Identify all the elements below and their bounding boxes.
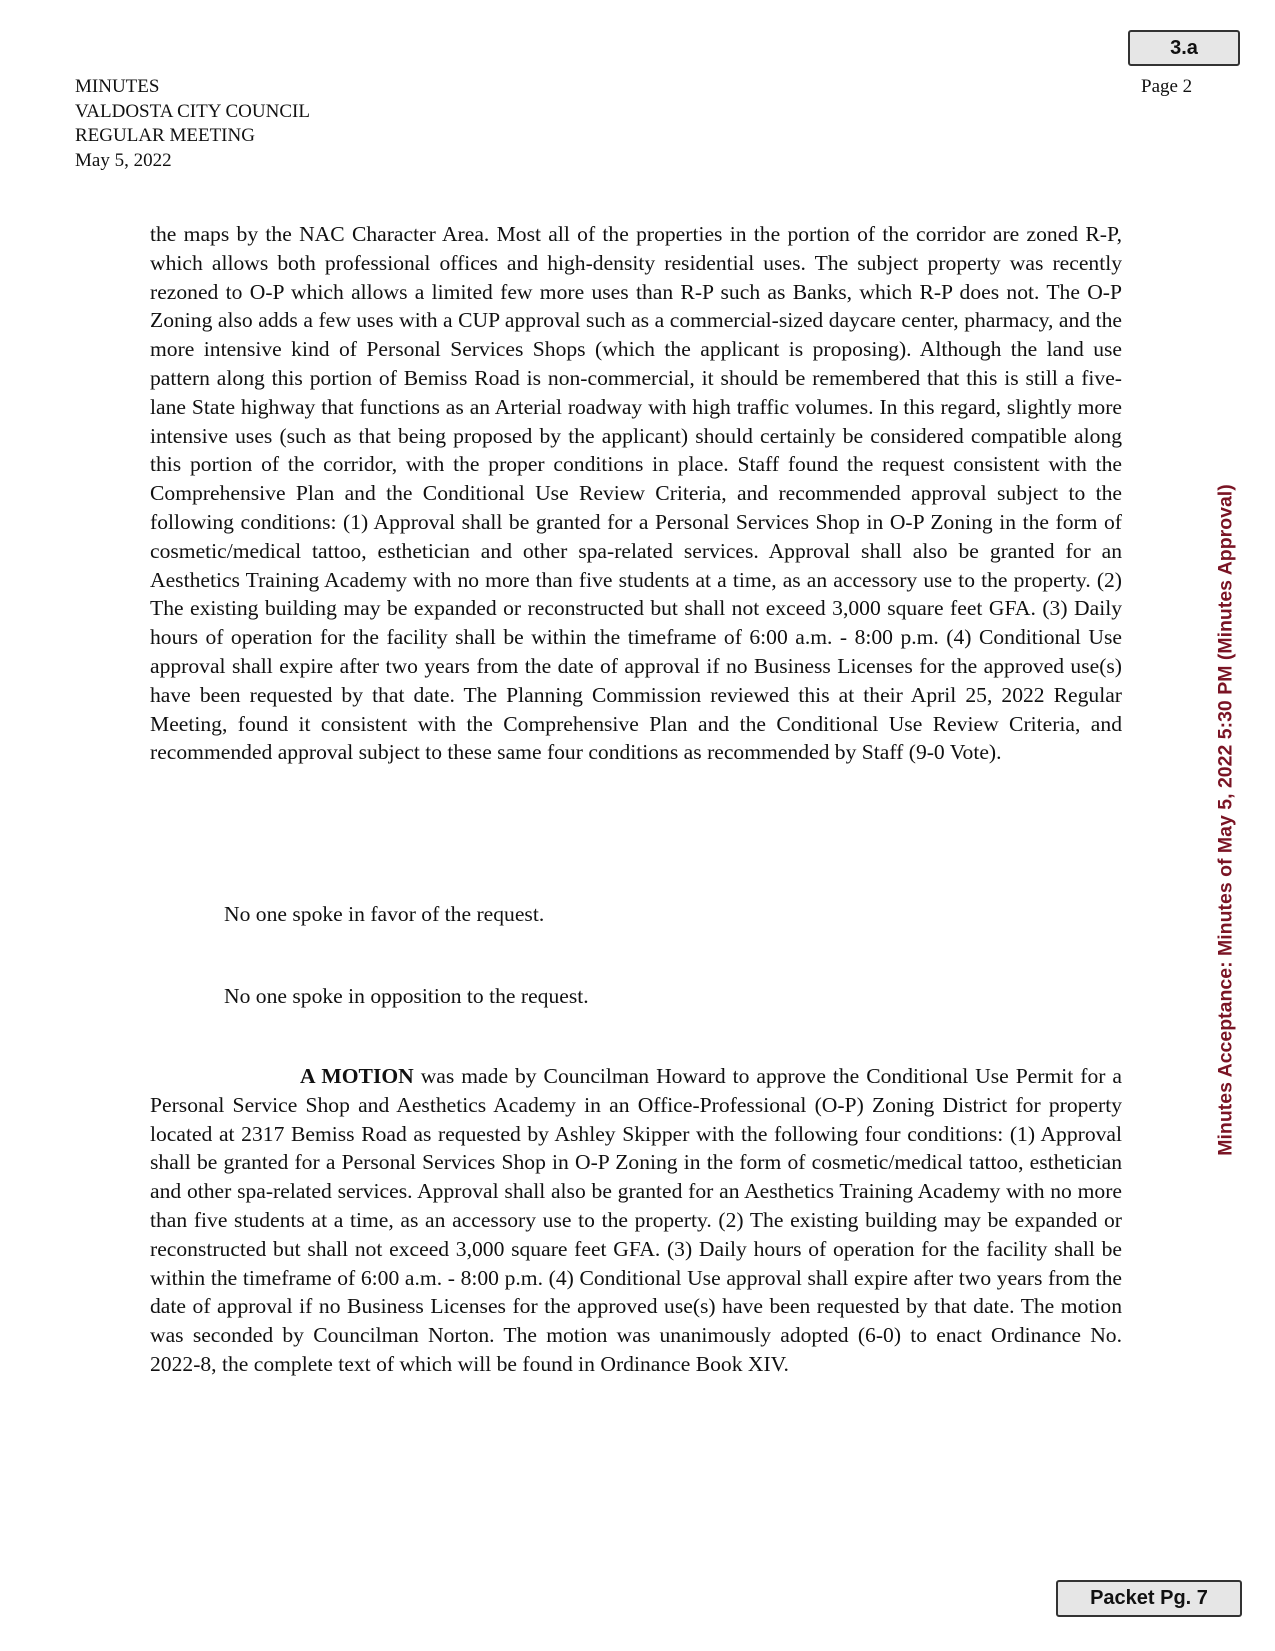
header-meeting-type: REGULAR MEETING [75,125,255,146]
header-title: MINUTES [75,76,160,97]
motion-paragraph [150,1062,1122,1379]
header-council: VALDOSTA CITY COUNCIL [75,100,310,122]
header-date: May 5, 2022 [75,149,172,171]
motion-text: was made by Councilman Howard to approve the Conditional Use Permit for a Personal Service Shop and Aesthetics Academy in an Office-Professional (O-P) Zoning District for property located at 2317 Bemiss Road as requested by Ashley Skipper with the following four conditions: (1) Approval shall be granted for a Personal Services Shop in O-P Zoning in the form of cosmetic/medical tattoo, esthetician and other spa-related services. Approval shall also be granted for an Aesthetics Training Academy with no more than five students at a time, as an accessory use to the property. (2) The existing building may be expanded or reconstructed but shall not exceed 3,000 square feet GFA. (3) Daily hours of operation for the facility shall be within the timeframe of 6:00 a.m. - 8:00 p.m. (4) Conditional Use approval shall expire after two years from the date of approval if no Business Licenses for the approved use(s) have been requested by that date. The motion was seconded by Councilman Norton. The motion was unanimously adopted (6-0) to enact Ordinance No. 2022-8, the complete text of which will be found in Ordinance Book XIV. [150,1064,1122,1376]
minutes-header [75,75,310,173]
agenda-item-tag: 3.a [1128,30,1240,66]
favor-statement: No one spoke in favor of the request. [224,902,545,926]
packet-page-label: Packet Pg. 7 [1056,1580,1242,1617]
minutes-acceptance-stamp: Minutes Acceptance: Minutes of May 5, 2022 5:30 PM (Minutes Approval) [1214,484,1237,1156]
page-number: Page 2 [1141,76,1193,97]
motion-lead: A MOTION [300,1064,414,1088]
staff-report-paragraph: the maps by the NAC Character Area. Most all of the properties in the portion of the corridor are zoned R-P, which allows both professional offices and high-density residential uses. The subject property was recently rezoned to O-P which allows a limited few more uses than R-P such as Banks, which R-P does not. The O-P Zoning also adds a few uses with a CUP approval such as a commercial-sized daycare center, pharmacy, and the more intensive kind of Personal Services Shops (which the applicant is proposing). Although the land use pattern along this portion of Bemiss Road is non-commercial, it should be remembered that this is still a five-lane State highway that functions as an Arterial roadway with high traffic volumes. In this regard, slightly more intensive uses (such as that being proposed by the applicant) should certainly be considered compatible along this portion of the corridor, with the proper conditions in place. Staff found the request consistent with the Comprehensive Plan and the Conditional Use Review Criteria, and recommended approval subject to the following conditions: (1) Approval shall be granted for a Personal Services Shop in O-P Zoning in the form of cosmetic/medical tattoo, esthetician and other spa-related services. Approval shall also be granted for an Aesthetics Training Academy with no more than five students at a time, as an accessory use to the property. (2) The existing building may be expanded or reconstructed but shall not exceed 3,000 square feet GFA. (3) Daily hours of operation for the facility shall be within the timeframe of 6:00 a.m. - 8:00 p.m. (4) Conditional Use approval shall expire after two years from the date of approval if no Business Licenses for the approved use(s) have been requested by that date. The Planning Commission reviewed this at their April 25, 2022 Regular Meeting, found it consistent with the Comprehensive Plan and the Conditional Use Review Criteria, and recommended approval subject to these same four conditions as recommended by Staff (9-0 Vote). [150,222,1122,765]
opposition-statement: No one spoke in opposition to the request. [224,984,589,1008]
